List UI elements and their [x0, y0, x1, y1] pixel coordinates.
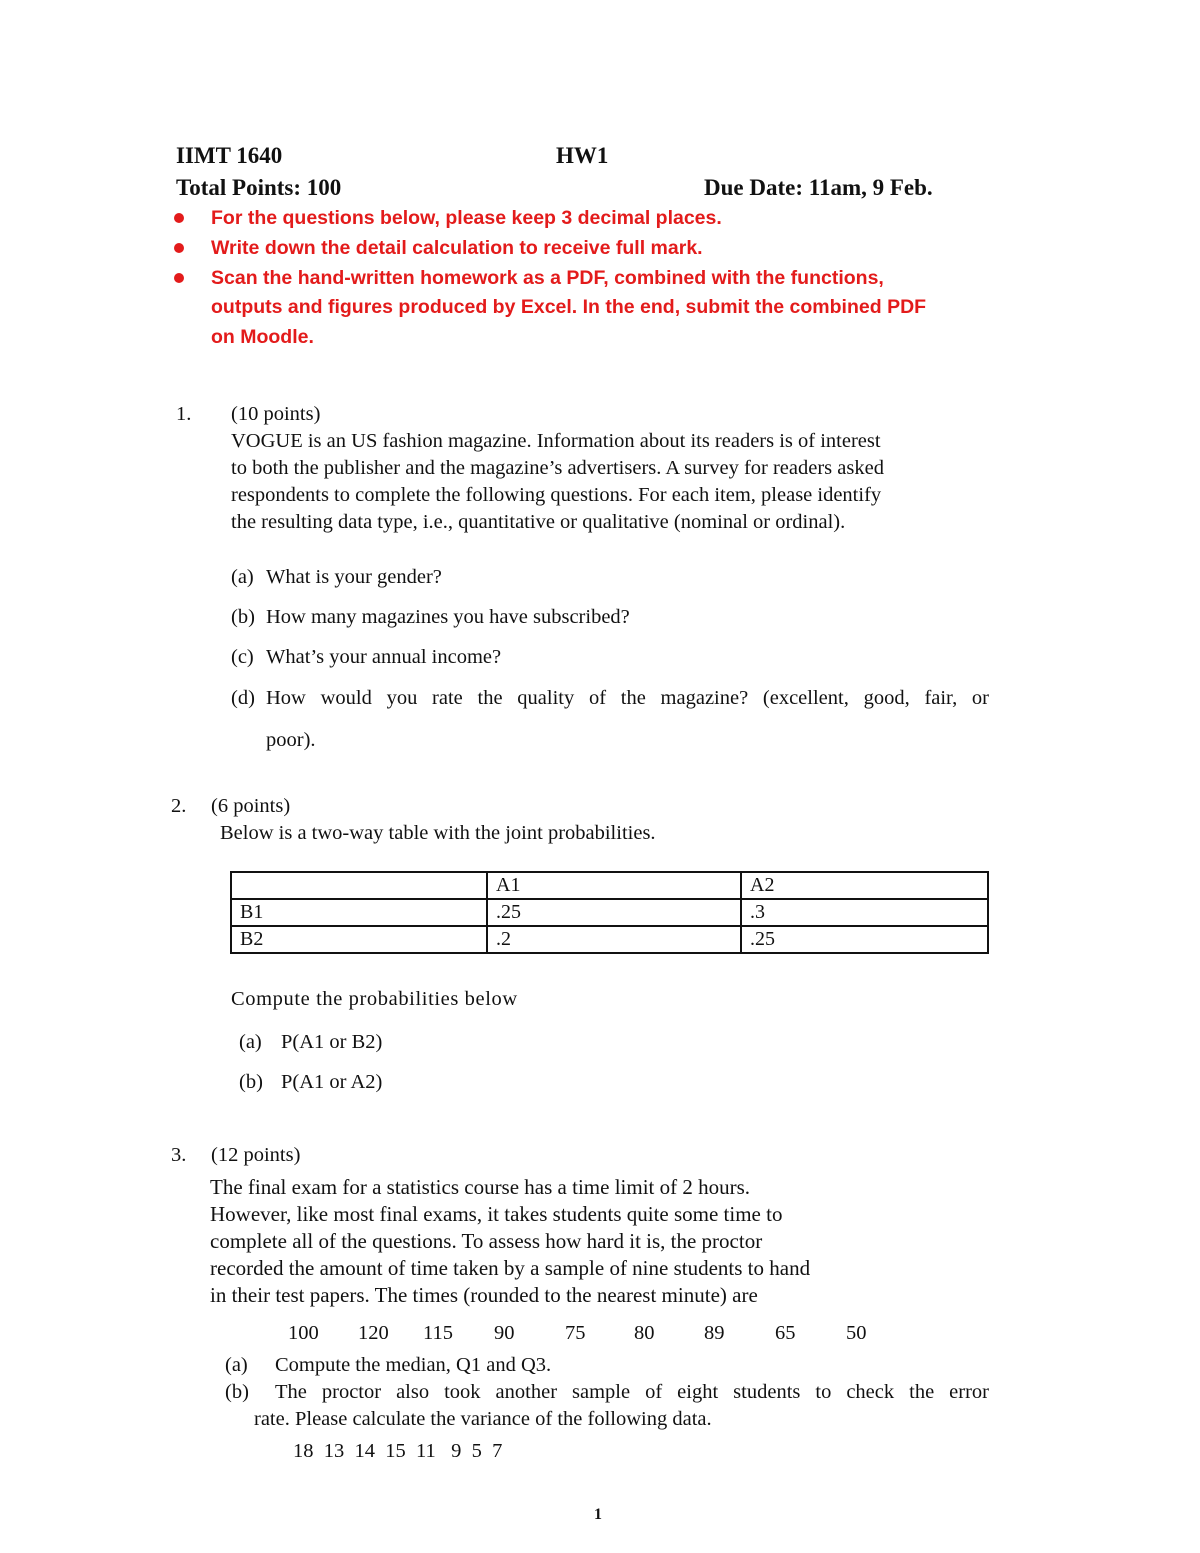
item-text: What is your gender?: [266, 566, 442, 588]
bullet-icon: [174, 213, 184, 223]
question-number: 2.: [171, 795, 187, 817]
question-number: 1.: [176, 403, 192, 425]
table-cell: .25: [487, 899, 741, 926]
question-text: Below is a two-way table with the joint probabilities.: [220, 822, 656, 844]
item-label: (a): [239, 1031, 262, 1053]
bullet-icon: [174, 273, 184, 283]
bullet-icon: [174, 243, 184, 253]
table-cell: B2: [231, 926, 487, 953]
list-item: 100: [288, 1322, 319, 1344]
question-number: 3.: [171, 1144, 187, 1166]
item-label: (d): [231, 687, 255, 709]
instruction-item-cont: on Moodle.: [211, 326, 314, 348]
variance-data: 18 13 14 15 11 9 5 7: [293, 1440, 503, 1462]
item-text: P(A1 or A2): [281, 1071, 383, 1093]
table-header-row: [231, 872, 988, 899]
instruction-item-cont: outputs and figures produced by Excel. In the end, submit the combined PDF: [211, 296, 927, 318]
instruction-item: Scan the hand-written homework as a PDF, combined with the functions,: [211, 267, 884, 289]
question-text: complete all of the questions. To assess how hard it is, the proctor: [210, 1229, 763, 1253]
list-item: 80: [634, 1322, 655, 1344]
question-text: the resulting data type, i.e., quantitative or qualitative (nominal or ordinal).: [231, 511, 846, 533]
instruction-item: For the questions below, please keep 3 decimal places.: [211, 207, 722, 229]
table-cell: B1: [231, 899, 487, 926]
table-cell: .25: [741, 926, 988, 953]
question-points: (10 points): [231, 403, 321, 425]
item-label: (a): [225, 1354, 248, 1376]
page-number: 1: [594, 1506, 602, 1523]
total-points: Total Points: 100: [176, 175, 342, 200]
due-date: Due Date: 11am, 9 Feb.: [704, 175, 933, 200]
joint-probability-table: [230, 871, 989, 954]
question-text: The final exam for a statistics course has a time limit of 2 hours.: [210, 1175, 751, 1199]
question-text: respondents to complete the following questions. For each item, please identify: [231, 484, 882, 506]
question-text: to both the publisher and the magazine’s advertisers. A survey for readers asked: [231, 457, 884, 479]
table-row: [231, 926, 988, 953]
instruction-item: Write down the detail calculation to receive full mark.: [211, 237, 703, 259]
list-item: 75: [565, 1322, 586, 1344]
question-text: VOGUE is an US fashion magazine. Information about its readers is of interest: [231, 430, 881, 452]
item-label: (b): [225, 1381, 249, 1403]
table-cell: .2: [487, 926, 741, 953]
question-points: (6 points): [211, 795, 291, 817]
item-text: How would you rate the quality of the magazine? (excellent, good, fair, or: [266, 687, 989, 709]
item-text: The proctor also took another sample of eight students to check the error: [275, 1381, 989, 1403]
item-text-cont: rate. Please calculate the variance of the following data.: [254, 1408, 712, 1430]
question-text: However, like most final exams, it takes students quite some time to: [210, 1202, 783, 1226]
item-label: (b): [231, 606, 255, 628]
item-text-cont: poor).: [266, 729, 316, 751]
table-row: [231, 899, 988, 926]
table-cell: [231, 872, 487, 899]
item-text: What’s your annual income?: [266, 646, 502, 668]
list-item: 89: [704, 1322, 725, 1344]
item-text: Compute the median, Q1 and Q3.: [275, 1354, 552, 1376]
course-code: IIMT 1640: [176, 143, 283, 168]
question-text: in their test papers. The times (rounded to the nearest minute) are: [210, 1283, 758, 1307]
question-points: (12 points): [211, 1144, 301, 1166]
list-item: 50: [846, 1322, 867, 1344]
list-item: 65: [775, 1322, 796, 1344]
table-cell: A1: [487, 872, 741, 899]
list-item: 90: [494, 1322, 515, 1344]
item-label: (a): [231, 566, 254, 588]
table-cell: .3: [741, 899, 988, 926]
homework-title: HW1: [556, 143, 609, 168]
item-text: P(A1 or B2): [281, 1031, 383, 1053]
compute-instruction: Compute the probabilities below: [231, 988, 518, 1010]
item-label: (b): [239, 1071, 263, 1093]
question-text: recorded the amount of time taken by a sample of nine students to hand: [210, 1256, 811, 1280]
item-label: (c): [231, 646, 254, 668]
item-text: How many magazines you have subscribed?: [266, 606, 630, 628]
table-cell: A2: [741, 872, 988, 899]
list-item: 120: [358, 1322, 389, 1344]
list-item: 115: [423, 1322, 453, 1344]
